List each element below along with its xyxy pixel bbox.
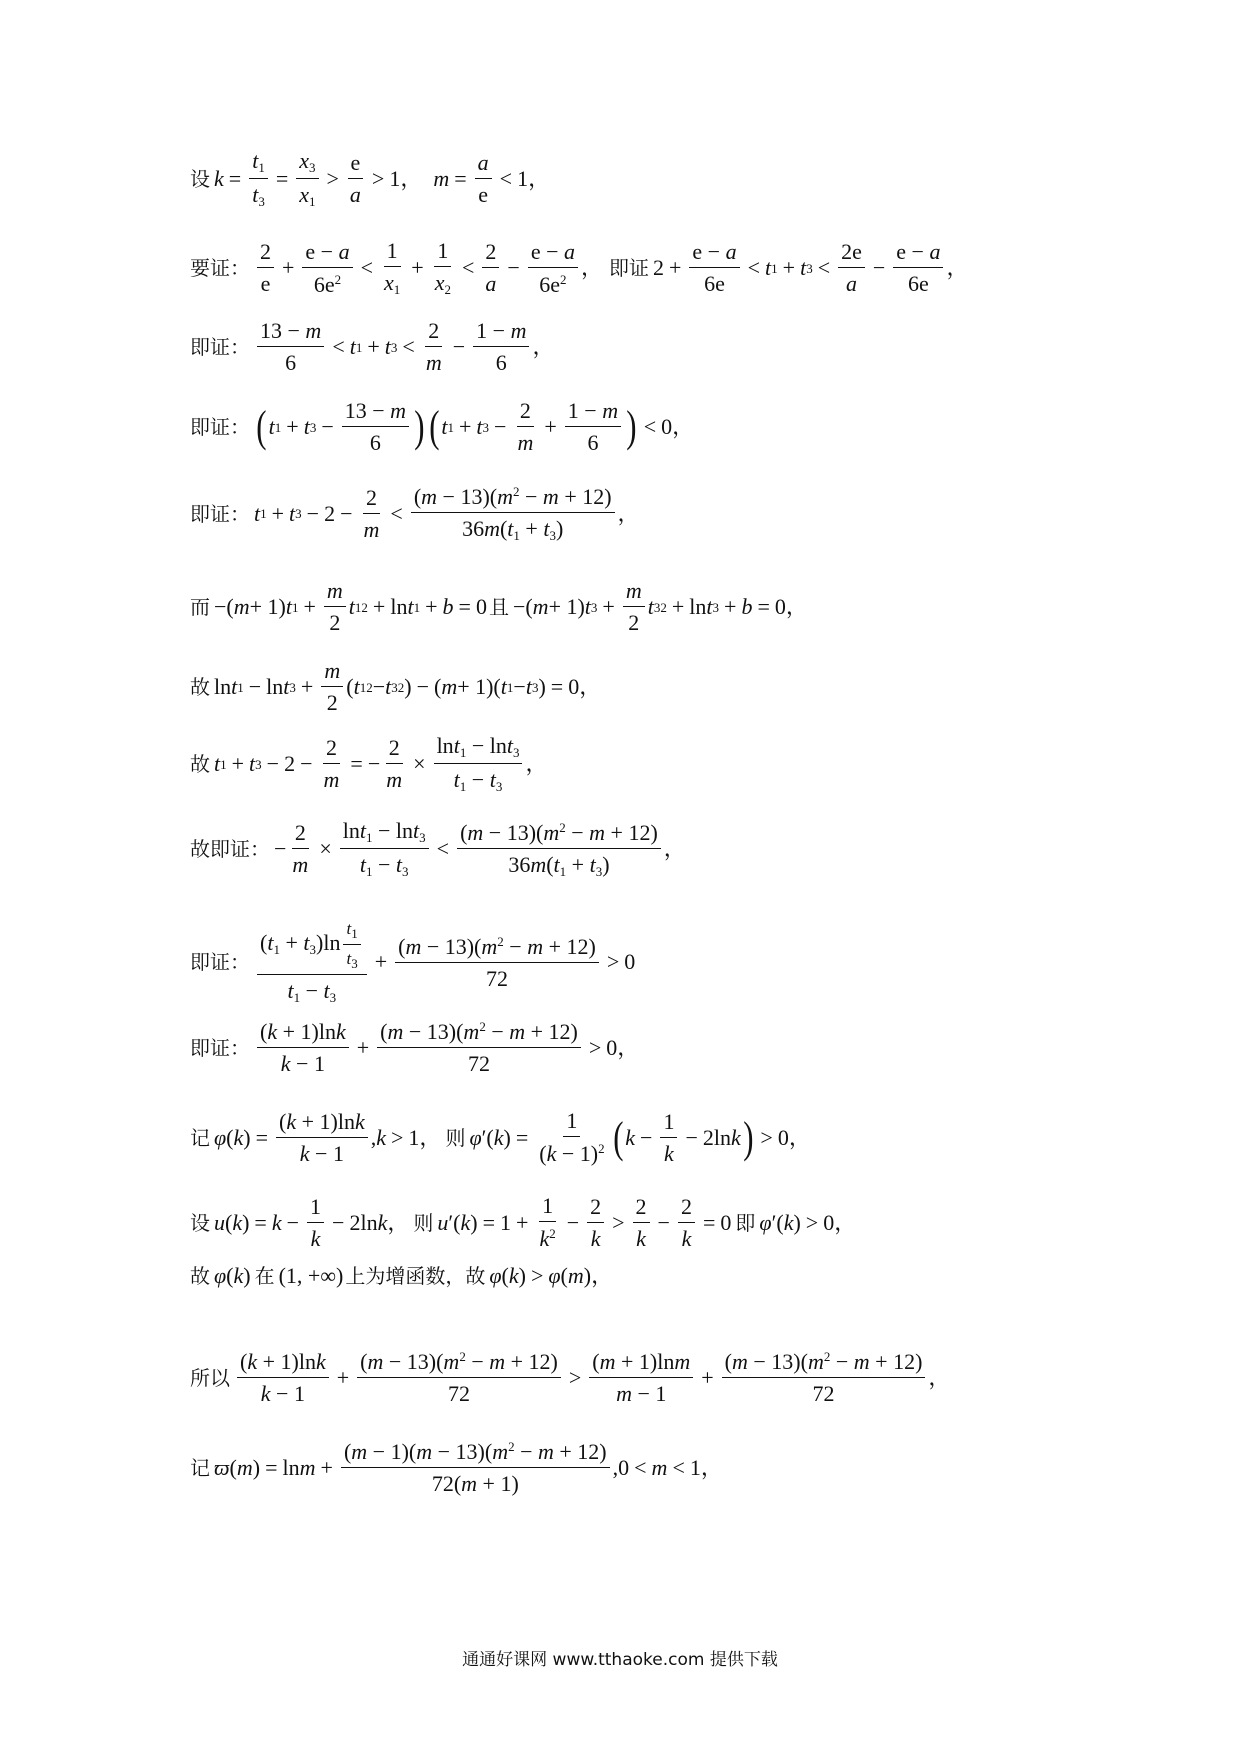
math-line-1 [190, 150, 550, 208]
formula-13b: u ′( k ) = 1 + $\frac{1}{k^2}$ − $\frac{2}{k}$ > $\frac{2}{k}$ − $\frac{2}{k}$ = 0 [437, 1193, 732, 1251]
label-gu: 故 [190, 1264, 210, 1288]
formula-13c: φ ′( k ) > 0， [759, 1209, 857, 1235]
label-ji-inline: 即 [735, 1210, 756, 1235]
math-line-14 [190, 1265, 613, 1287]
math-line-7 [190, 660, 601, 714]
formula-10: $(t_1 + t_3)\ln$ $\frac{t_1}{t_3}$ $t_1 - t_3$ + $\frac{(m - 13)(m^2 - m + 12)}{72}$ > 0 [254, 920, 635, 1004]
math-line-10 [190, 920, 635, 1004]
formula-16: ϖ ( m ) = ln m + $\frac{(m - 1)(m - 13)(m^2 - m + 12)}{72(m + 1)}$ ,0 < m < 1， [214, 1439, 723, 1496]
math-line-16 [190, 1440, 723, 1495]
formula-6a: −( m + 1) t 1 + $\frac{m}{2}$ t 1 2 + ln t 1 + b = 0 [214, 578, 487, 635]
label-ji: 记 [190, 1125, 210, 1150]
formula-14c: φ ( k ) > φ ( m )， [489, 1263, 614, 1288]
formula-1: k = $\frac{t_1}{t_3}$ = $\frac{x_3}{x_1}$ > $\frac{e}{a}$ > 1， m = $\frac{a}{e}$ < 1， [214, 148, 551, 209]
label-gujizheng: 故即证： [190, 837, 270, 861]
math-line-11 [190, 1020, 639, 1075]
label-er: 而 [190, 595, 210, 619]
formula-3: $\frac{13 - m}{6}$ < t 1 + t 3 < $\frac{2}{m}$ − $\frac{1 - m}{6}$ ， [254, 320, 554, 374]
label-qie: 且 [488, 595, 509, 619]
formula-8: t 1 + t 3 − 2 − $\frac{2}{m}$ = − $\frac{2}{m}$ × $\frac{\ln t_1 - \ln t_3}{t_1 - t_3}$ ， [214, 733, 548, 794]
formula-11: $\frac{(k + 1)\ln k}{k - 1}$ + $\frac{(m - 13)(m^2 - m + 12)}{72}$ > 0， [254, 1020, 639, 1075]
math-line-3 [190, 320, 554, 374]
label-ze: 则 [445, 1125, 466, 1150]
formula-5: t 1 + t 3 − 2 − $\frac{2}{m}$ < $\frac{(m - 13)(m^2 - m + 12)}{36m(t_1 + t_3)}$ ， [254, 484, 640, 543]
label-ji: 记 [190, 1455, 210, 1480]
formula-2b: 2 + $\frac{e - a}{6e}$ < t 1 + t 3 < $\frac{2e}{a}$ − $\frac{e - a}{6e}$ ， [653, 239, 969, 296]
label-shangweizeng: 上为增函数，故 [345, 1264, 486, 1288]
label-suoyi: 所以 [190, 1365, 230, 1390]
label-jizheng: 即证： [190, 501, 250, 526]
footer-download-note: 通通好课网 www.tthaoke.com 提供下载 [462, 1650, 778, 1670]
label-zai: 在 [254, 1264, 275, 1288]
formula-14b: (1, +∞) [278, 1263, 344, 1288]
label-jizheng: 即证： [190, 415, 250, 439]
math-line-8 [190, 735, 547, 793]
label-gu: 故 [190, 752, 210, 776]
formula-4: ( t 1 + t 3 − $\frac{13 - m}{6}$ ) ( t 1 + t 3 − $\frac{2}{m}$ + $\frac{1 - m}{6}$ ) < 0， [256, 398, 695, 455]
formula-15: $\frac{(k + 1)\ln k}{k - 1}$ + $\frac{(m - 13)(m^2 - m + 12)}{72}$ > $\frac{(m + 1)\ln m}{m - 1}$ + $\frac{(m - 13)(m^2 - m + 12)}{72}$ ， [234, 1350, 950, 1405]
label-yaozheng: 要证： [190, 256, 250, 280]
label-jizheng: 即证： [190, 950, 250, 974]
label-ze: 则 [413, 1210, 434, 1235]
math-line-13 [190, 1195, 856, 1250]
formula-13a: u ( k ) = k − $\frac{1}{k}$ − 2ln k ， [214, 1193, 410, 1251]
math-line-4 [190, 400, 694, 454]
label-gu: 故 [190, 675, 210, 699]
formula-6b: −( m + 1) t 3 + $\frac{m}{2}$ t 3 2 + ln t 3 + b = 0， [512, 578, 808, 635]
math-line-6 [190, 580, 808, 634]
formula-14a: φ ( k ) [214, 1263, 251, 1288]
label-jizheng: 即证： [190, 335, 250, 359]
formula-7: ln t 1 − ln t 3 + $\frac{m}{2}$ ( t 1 2 − t 3 2 ) − ( m + 1)( t 1 − t 3 ) = 0， [214, 658, 602, 715]
math-line-9 [190, 820, 686, 878]
label-she: 设 [190, 167, 210, 191]
formula-12b: φ ′( k ) = $\frac{1}{(k - 1)^2}$ ( k − $\frac{1}{k}$ − 2ln k ) > 0， [469, 1108, 811, 1166]
label-jizheng: 即证： [190, 1035, 250, 1060]
formula-9: − $\frac{2}{m}$ × $\frac{\ln t_1 - \ln t_3}{t_1 - t_3}$ < $\frac{(m - 13)(m^2 - m + 12)}{36m(t_1 + t_3)}$ ， [274, 818, 686, 879]
math-line-12 [190, 1110, 811, 1165]
label-jizheng-inline: 即证 [609, 256, 649, 280]
label-she: 设 [190, 1210, 210, 1235]
math-line-5 [190, 485, 640, 542]
formula-12a: φ ( k ) = $\frac{(k + 1)\ln k}{k - 1}$ , k > 1， [214, 1108, 442, 1166]
math-line-15 [190, 1350, 950, 1405]
formula-2: $\frac{2}{e}$ + $\frac{e - a}{6e^2}$ < $\frac{1}{x_1}$ + $\frac{1}{x_2}$ < $\frac{2}{a}$ − $\frac{e - a}{6e^2}$ ， [254, 240, 603, 296]
math-line-2 [190, 240, 968, 296]
